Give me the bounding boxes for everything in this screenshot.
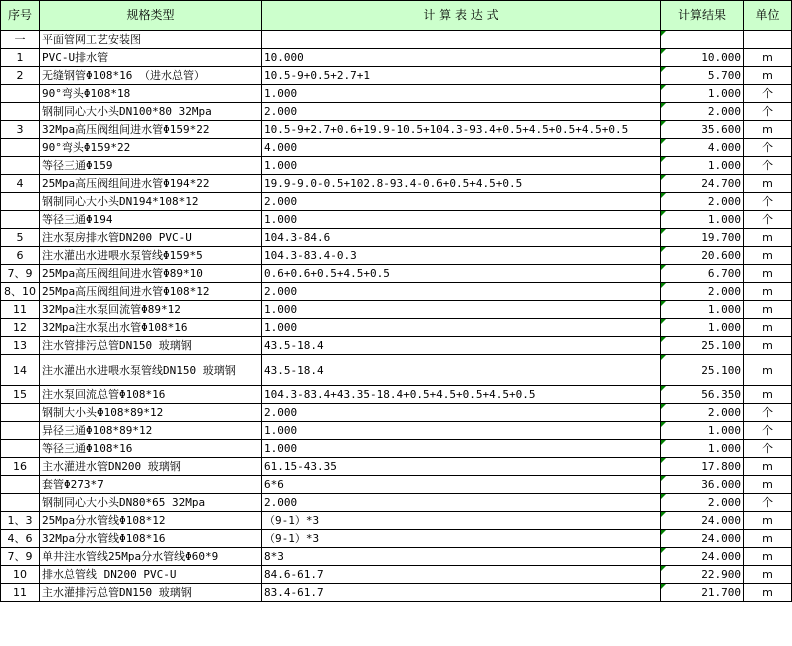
cell-result[interactable]: 1.000 bbox=[661, 211, 744, 229]
cell-spec[interactable]: 25Mpa分水管线Φ108*12 bbox=[40, 512, 262, 530]
table-row bbox=[1, 476, 792, 494]
cell-no[interactable]: 15 bbox=[1, 386, 40, 404]
cell-result[interactable]: 10.000 bbox=[661, 49, 744, 67]
cell-no[interactable] bbox=[1, 103, 40, 121]
cell-result[interactable]: 22.900 bbox=[661, 566, 744, 584]
cell-unit[interactable]: m bbox=[744, 319, 792, 337]
cell-result[interactable]: 17.800 bbox=[661, 458, 744, 476]
cell-no[interactable]: 2 bbox=[1, 67, 40, 85]
cell-expression[interactable]: 104.3-83.4+43.35-18.4+0.5+4.5+0.5+4.5+0.5 bbox=[262, 386, 661, 404]
cell-result[interactable]: 36.000 bbox=[661, 476, 744, 494]
cell-spec[interactable]: 钢制同心大小头DN194*108*12 bbox=[40, 193, 262, 211]
cell-spec[interactable]: 套管Φ273*7 bbox=[40, 476, 262, 494]
cell-expression[interactable]: 1.000 bbox=[262, 440, 661, 458]
cell-expression[interactable]: 0.6+0.6+0.5+4.5+0.5 bbox=[262, 265, 661, 283]
cell-expression[interactable]: 6*6 bbox=[262, 476, 661, 494]
table-row bbox=[1, 247, 792, 265]
cell-spec[interactable]: 主水灌排污总管DN150 玻璃钢 bbox=[40, 584, 262, 602]
table-row bbox=[1, 404, 792, 422]
cell-result[interactable]: 24.700 bbox=[661, 175, 744, 193]
header-cell-result[interactable]: 计算结果 bbox=[661, 1, 744, 31]
cell-result[interactable]: 1.000 bbox=[661, 422, 744, 440]
cell-expression[interactable]: 19.9-9.0-0.5+102.8-93.4-0.6+0.5+4.5+0.5 bbox=[262, 175, 661, 193]
table-row bbox=[1, 566, 792, 584]
cell-spec[interactable]: 32Mpa注水泵回流管Φ89*12 bbox=[40, 301, 262, 319]
cell-spec[interactable]: 等径三通Φ159 bbox=[40, 157, 262, 175]
cell-no[interactable]: 6 bbox=[1, 247, 40, 265]
table-row bbox=[1, 121, 792, 139]
table-row bbox=[1, 157, 792, 175]
cell-result[interactable]: 1.000 bbox=[661, 85, 744, 103]
cell-no[interactable]: 10 bbox=[1, 566, 40, 584]
table-row bbox=[1, 139, 792, 157]
cell-expression[interactable] bbox=[262, 31, 661, 49]
table-row bbox=[1, 530, 792, 548]
cell-spec[interactable]: 25Mpa高压阀组间进水管Φ89*10 bbox=[40, 265, 262, 283]
cell-no[interactable]: 一 bbox=[1, 31, 40, 49]
cell-no[interactable] bbox=[1, 494, 40, 512]
cell-result[interactable]: 25.100 bbox=[661, 355, 744, 386]
table-row bbox=[1, 85, 792, 103]
table-row bbox=[1, 211, 792, 229]
header-cell-unit[interactable]: 单位 bbox=[744, 1, 792, 31]
cell-unit[interactable]: m bbox=[744, 283, 792, 301]
cell-unit[interactable]: m bbox=[744, 121, 792, 139]
table-row bbox=[1, 548, 792, 566]
cell-result[interactable]: 25.100 bbox=[661, 337, 744, 355]
cell-spec[interactable]: 排水总管线 DN200 PVC-U bbox=[40, 566, 262, 584]
cell-no[interactable] bbox=[1, 139, 40, 157]
cell-unit[interactable] bbox=[744, 31, 792, 49]
cell-expression[interactable]: 2.000 bbox=[262, 193, 661, 211]
cell-unit[interactable]: m bbox=[744, 566, 792, 584]
cell-unit[interactable]: m bbox=[744, 67, 792, 85]
cell-unit[interactable]: 个 bbox=[744, 103, 792, 121]
cell-expression[interactable]: 2.000 bbox=[262, 494, 661, 512]
cell-no[interactable] bbox=[1, 422, 40, 440]
cell-result[interactable]: 4.000 bbox=[661, 139, 744, 157]
cell-result[interactable]: 2.000 bbox=[661, 103, 744, 121]
cell-expression[interactable]: 2.000 bbox=[262, 404, 661, 422]
cell-result[interactable]: 24.000 bbox=[661, 530, 744, 548]
cell-no[interactable] bbox=[1, 193, 40, 211]
header-cell-no[interactable]: 序号 bbox=[1, 1, 40, 31]
cell-result[interactable]: 1.000 bbox=[661, 157, 744, 175]
cell-no[interactable]: 13 bbox=[1, 337, 40, 355]
cell-no[interactable]: 8、10 bbox=[1, 283, 40, 301]
cell-no[interactable]: 4 bbox=[1, 175, 40, 193]
cell-unit[interactable]: m bbox=[744, 476, 792, 494]
cell-expression[interactable]: 1.000 bbox=[262, 319, 661, 337]
table-row bbox=[1, 103, 792, 121]
table-row bbox=[1, 175, 792, 193]
cell-spec[interactable]: 25Mpa高压阀组间进水管Φ194*22 bbox=[40, 175, 262, 193]
cell-no[interactable]: 7、9 bbox=[1, 265, 40, 283]
cell-result[interactable]: 1.000 bbox=[661, 319, 744, 337]
cell-result[interactable]: 1.000 bbox=[661, 301, 744, 319]
cell-expression[interactable]: 1.000 bbox=[262, 422, 661, 440]
cell-result[interactable]: 20.600 bbox=[661, 247, 744, 265]
cell-result[interactable]: 56.350 bbox=[661, 386, 744, 404]
cell-no[interactable]: 1、3 bbox=[1, 512, 40, 530]
cell-spec[interactable]: 注水灌出水进喂水泵管线Φ159*5 bbox=[40, 247, 262, 265]
table-row bbox=[1, 49, 792, 67]
cell-result[interactable]: 2.000 bbox=[661, 283, 744, 301]
cell-spec[interactable]: PVC-U排水管 bbox=[40, 49, 262, 67]
cell-expression[interactable]: 1.000 bbox=[262, 301, 661, 319]
cell-no[interactable] bbox=[1, 157, 40, 175]
cell-unit[interactable]: 个 bbox=[744, 157, 792, 175]
cell-unit[interactable]: m bbox=[744, 49, 792, 67]
cell-spec[interactable]: 90°弯头Φ159*22 bbox=[40, 139, 262, 157]
cell-no[interactable]: 11 bbox=[1, 301, 40, 319]
cell-no[interactable] bbox=[1, 85, 40, 103]
table-row bbox=[1, 494, 792, 512]
cell-unit[interactable]: 个 bbox=[744, 404, 792, 422]
cell-unit[interactable]: m bbox=[744, 512, 792, 530]
cell-expression[interactable]: 4.000 bbox=[262, 139, 661, 157]
table-row bbox=[1, 31, 792, 49]
table-row bbox=[1, 584, 792, 602]
cell-unit[interactable]: m bbox=[744, 301, 792, 319]
cell-spec[interactable]: 无缝钢管Φ108*16 （进水总管） bbox=[40, 67, 262, 85]
cell-spec[interactable]: 32Mpa分水管线Φ108*16 bbox=[40, 530, 262, 548]
cell-expression[interactable]: 43.5-18.4 bbox=[262, 355, 661, 386]
cell-unit[interactable]: 个 bbox=[744, 211, 792, 229]
cell-no[interactable]: 7、9 bbox=[1, 548, 40, 566]
table-row bbox=[1, 283, 792, 301]
cell-expression[interactable]: 104.3-84.6 bbox=[262, 229, 661, 247]
cell-spec[interactable]: 注水泵回流总管Φ108*16 bbox=[40, 386, 262, 404]
cell-no[interactable]: 12 bbox=[1, 319, 40, 337]
table-row bbox=[1, 193, 792, 211]
cell-expression[interactable]: 8*3 bbox=[262, 548, 661, 566]
cell-expression[interactable]: 1.000 bbox=[262, 211, 661, 229]
cell-expression[interactable]: 10.000 bbox=[262, 49, 661, 67]
cell-unit[interactable]: m bbox=[744, 247, 792, 265]
cell-expression[interactable]: 2.000 bbox=[262, 283, 661, 301]
cell-expression[interactable]: 104.3-83.4-0.3 bbox=[262, 247, 661, 265]
cell-result[interactable]: 24.000 bbox=[661, 548, 744, 566]
table-row bbox=[1, 337, 792, 355]
cell-unit[interactable]: m bbox=[744, 265, 792, 283]
header-cell-expression[interactable]: 计 算 表 达 式 bbox=[262, 1, 661, 31]
table-row bbox=[1, 301, 792, 319]
cell-no[interactable] bbox=[1, 476, 40, 494]
cell-result[interactable]: 1.000 bbox=[661, 440, 744, 458]
cell-spec[interactable]: 32Mpa高压阀组间进水管Φ159*22 bbox=[40, 121, 262, 139]
cell-no[interactable] bbox=[1, 211, 40, 229]
cell-result[interactable]: 2.000 bbox=[661, 193, 744, 211]
cell-no[interactable]: 3 bbox=[1, 121, 40, 139]
cell-no[interactable]: 4、6 bbox=[1, 530, 40, 548]
cell-spec[interactable]: 异径三通Φ108*89*12 bbox=[40, 422, 262, 440]
cell-no[interactable]: 5 bbox=[1, 229, 40, 247]
cell-spec[interactable]: 90°弯头Φ108*18 bbox=[40, 85, 262, 103]
cell-result[interactable]: 24.000 bbox=[661, 512, 744, 530]
cell-result[interactable]: 6.700 bbox=[661, 265, 744, 283]
cell-spec[interactable]: 等径三通Φ194 bbox=[40, 211, 262, 229]
cell-unit[interactable]: 个 bbox=[744, 85, 792, 103]
cell-unit[interactable]: m bbox=[744, 229, 792, 247]
cell-spec[interactable]: 单井注水管线25Mpa分水管线Φ60*9 bbox=[40, 548, 262, 566]
cell-expression[interactable]: 83.4-61.7 bbox=[262, 584, 661, 602]
cell-result[interactable]: 35.600 bbox=[661, 121, 744, 139]
cell-spec[interactable]: 注水泵房排水管DN200 PVC-U bbox=[40, 229, 262, 247]
cell-expression[interactable]: 61.15-43.35 bbox=[262, 458, 661, 476]
cell-no[interactable]: 11 bbox=[1, 584, 40, 602]
cell-spec[interactable]: 钢制大小头Φ108*89*12 bbox=[40, 404, 262, 422]
cell-spec[interactable]: 注水管排污总管DN150 玻璃钢 bbox=[40, 337, 262, 355]
cell-result[interactable]: 5.700 bbox=[661, 67, 744, 85]
cell-unit[interactable]: m bbox=[744, 175, 792, 193]
cell-expression[interactable]: 10.5-9+0.5+2.7+1 bbox=[262, 67, 661, 85]
cell-unit[interactable]: m bbox=[744, 584, 792, 602]
cell-unit[interactable]: 个 bbox=[744, 139, 792, 157]
cell-result[interactable]: 19.700 bbox=[661, 229, 744, 247]
cell-expression[interactable]: 43.5-18.4 bbox=[262, 337, 661, 355]
cell-spec[interactable]: 注水灌出水进喂水泵管线DN150 玻璃钢 bbox=[40, 355, 262, 386]
table-row bbox=[1, 355, 792, 386]
cell-expression[interactable]: 1.000 bbox=[262, 157, 661, 175]
cell-no[interactable]: 16 bbox=[1, 458, 40, 476]
cell-unit[interactable]: 个 bbox=[744, 494, 792, 512]
table-row bbox=[1, 229, 792, 247]
cell-spec[interactable]: 平面管网工艺安装图 bbox=[40, 31, 262, 49]
table-row bbox=[1, 458, 792, 476]
cell-spec[interactable]: 32Mpa注水泵出水管Φ108*16 bbox=[40, 319, 262, 337]
cell-unit[interactable]: m bbox=[744, 530, 792, 548]
cell-unit[interactable]: m bbox=[744, 337, 792, 355]
table-row bbox=[1, 386, 792, 404]
table-row bbox=[1, 67, 792, 85]
cell-result[interactable]: 21.700 bbox=[661, 584, 744, 602]
cell-unit[interactable]: m bbox=[744, 386, 792, 404]
cell-expression[interactable]: 10.5-9+2.7+0.6+19.9-10.5+104.3-93.4+0.5+4.5+0.5+4.5+0.5 bbox=[262, 121, 661, 139]
cell-spec[interactable]: 25Mpa高压阀组间进水管Φ108*12 bbox=[40, 283, 262, 301]
header-row bbox=[1, 1, 792, 31]
table-row bbox=[1, 319, 792, 337]
cell-unit[interactable]: 个 bbox=[744, 422, 792, 440]
cell-no[interactable] bbox=[1, 404, 40, 422]
cell-no[interactable]: 14 bbox=[1, 355, 40, 386]
cell-spec[interactable]: 主水灌进水管DN200 玻璃钢 bbox=[40, 458, 262, 476]
header-cell-spec[interactable]: 规格类型 bbox=[40, 1, 262, 31]
cell-unit[interactable]: m bbox=[744, 355, 792, 386]
table-row bbox=[1, 265, 792, 283]
cell-no[interactable] bbox=[1, 440, 40, 458]
table-body bbox=[1, 31, 792, 602]
cell-expression[interactable]: 2.000 bbox=[262, 103, 661, 121]
cell-spec[interactable]: 钢制同心大小头DN100*80 32Mpa bbox=[40, 103, 262, 121]
cell-unit[interactable]: 个 bbox=[744, 193, 792, 211]
cell-expression[interactable]: 84.6-61.7 bbox=[262, 566, 661, 584]
table-row bbox=[1, 512, 792, 530]
table-row bbox=[1, 440, 792, 458]
cell-result[interactable] bbox=[661, 31, 744, 49]
cell-expression[interactable]: 1.000 bbox=[262, 85, 661, 103]
cell-result[interactable]: 2.000 bbox=[661, 494, 744, 512]
cell-result[interactable]: 2.000 bbox=[661, 404, 744, 422]
cell-unit[interactable]: m bbox=[744, 458, 792, 476]
cell-spec[interactable]: 等径三通Φ108*16 bbox=[40, 440, 262, 458]
cell-expression[interactable]: （9-1）*3 bbox=[262, 512, 661, 530]
table-row bbox=[1, 422, 792, 440]
cell-spec[interactable]: 钢制同心大小头DN80*65 32Mpa bbox=[40, 494, 262, 512]
cell-unit[interactable]: m bbox=[744, 548, 792, 566]
cell-no[interactable]: 1 bbox=[1, 49, 40, 67]
cell-expression[interactable]: （9-1）*3 bbox=[262, 530, 661, 548]
cell-unit[interactable]: 个 bbox=[744, 440, 792, 458]
